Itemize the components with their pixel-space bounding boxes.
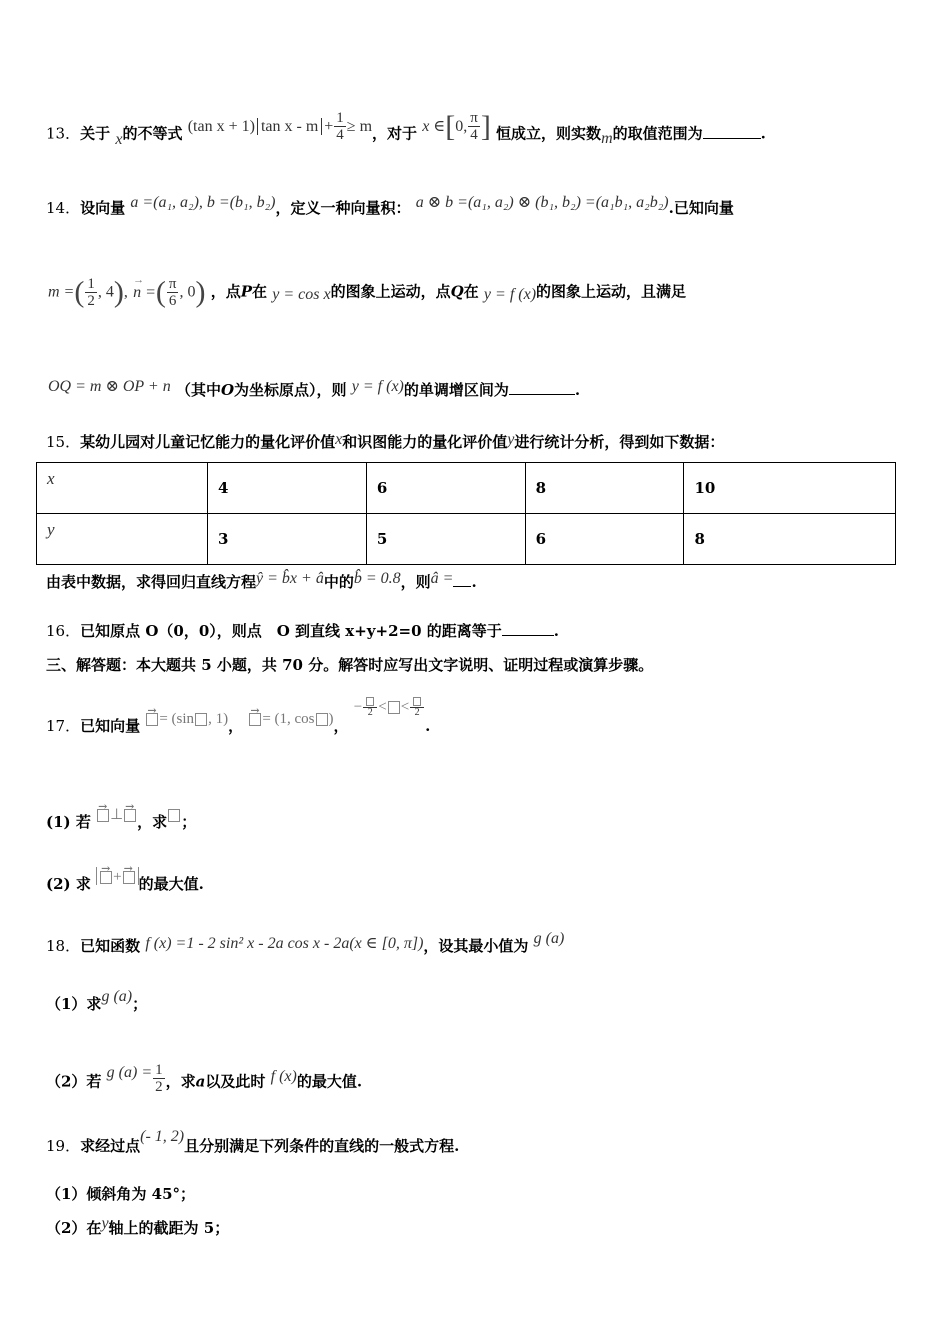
- table-cell: 4: [208, 463, 367, 514]
- question-13: 13．关于 x的不等式 (tan x + 1) tan x - m + $\frac{1}{4}$ ≥ m，对于 x ∈[0, $\frac{\pi}{4}$ ] 恒成立，则实数m的取值范围为 .: [46, 109, 766, 148]
- question-18: 18．已知函数 f (x) =1 - 2 sin² x - 2a cos x - 2a(x ∈ [0, π])，设其最小值为 g (a): [46, 930, 565, 955]
- question-19-part-2: （2）在y轴上的截距为 5；: [46, 1215, 230, 1237]
- answer-blank: [703, 124, 761, 139]
- fraction: $\frac{\pi}{6}$: [168, 276, 177, 309]
- question-17-part-1: (1) 若 → ⊥→ ，求 ；: [46, 812, 196, 833]
- table-cell: 8: [684, 514, 896, 565]
- table-row: [37, 514, 896, 565]
- table-cell: 8: [525, 463, 684, 514]
- section-header: 三、解答题：本大题共 5 小题，共 70 分。解答时应写出文字说明、证明过程或演算步骤。: [46, 656, 654, 674]
- data-table: [36, 462, 896, 565]
- fraction: $\frac{\pi}{4}$: [470, 110, 478, 143]
- table-cell: 3: [208, 514, 367, 565]
- question-14: 14．设向量 a =(a₁, a₂), b =(b₁, b₂)，定义一种向量积： a ⊗ b =(a₁, a₂) ⊗ (b₁, b₂) =(a₁b₁, a₂b₂).已知向量: [46, 194, 734, 217]
- vector-a: → = (sin , 1): [145, 709, 228, 727]
- inequality: (tan x + 1) tan x - m + $\frac{1}{4}$ ≥ m: [187, 110, 373, 143]
- answer-blank: [502, 621, 554, 636]
- table-cell: 5: [366, 514, 525, 565]
- function-definition: f (x) =1 - 2 sin² x - 2a cos x - 2a(x ∈ [0, π]): [145, 935, 424, 952]
- regression-equation: ŷ = b̂x + â: [256, 570, 324, 587]
- question-17: 17．已知向量 → = (sin , 1)， → = (1, cos )， − 2 < < 2 .: [46, 716, 430, 738]
- question-15-regression: 由表中数据，求得回归直线方程ŷ = b̂x + â中的b̂ = 0.8，则â = .: [46, 570, 477, 591]
- table-row: [37, 463, 896, 514]
- vector-b: → = (1, cos ): [248, 709, 333, 727]
- fraction: $\frac{1}{2}$: [87, 276, 95, 309]
- question-18-part-2: （2）若 g (a) = $\frac{1}{2}$ ，求a以及此时 f (x)的最大值.: [46, 1062, 363, 1095]
- vector-equation: OQ = m ⊗ OP + n: [48, 378, 171, 395]
- angle-range: − 2 < < 2: [354, 697, 425, 715]
- question-19-part-1: （1）倾斜角为 45°；: [46, 1185, 196, 1203]
- question-number: 13．: [46, 124, 81, 143]
- question-19: 19．求经过点(- 1, 2)且分别满足下列条件的直线的一般式方程.: [46, 1128, 460, 1155]
- question-14-condition: OQ = m ⊗ OP + n （其中O为坐标原点），则 y = f (x)的单调增区间为 .: [48, 378, 581, 399]
- question-18-part-1: （1）求g (a)；: [46, 988, 148, 1013]
- question-16: 16．已知原点 O（0，0），则点 O 到直线 x+y+2=0 的距离等于 .: [46, 622, 559, 640]
- fraction: $\frac{1}{2}$: [155, 1062, 163, 1095]
- table-cell: 6: [525, 514, 684, 565]
- vector-definition: a =(a₁, a₂), b =(b₁, b₂): [130, 194, 276, 211]
- answer-blank: [509, 380, 575, 395]
- product-definition: a ⊗ b =(a₁, a₂) ⊗ (b₁, b₂) =(a₁b₁, a₂b₂): [415, 194, 669, 211]
- question-15: 15．某幼儿园对儿童记忆能力的量化评价值x和识图能力的量化评价值y进行统计分析，得到如下数据：: [46, 431, 725, 451]
- table-cell: 6: [366, 463, 525, 514]
- table-header-x: x: [37, 463, 208, 514]
- domain-expression: x ∈[0, $\frac{\pi}{4}$ ]: [422, 109, 491, 143]
- answer-blank: [453, 572, 471, 587]
- fraction: $\frac{1}{4}$: [336, 110, 344, 143]
- question-17-part-2: (2) 求 → +→ 的最大值.: [46, 874, 204, 895]
- question-14-vectors: m =( $\frac{1}{2}$ , 4), → n =( $\frac{\pi}{6}$ , 0) ，点P在 y = cos x的图象上运动，点Q在 y = f (x)的图象上运动，且满足: [48, 276, 686, 309]
- table-header-y: y: [37, 514, 208, 565]
- table-cell: 10: [684, 463, 896, 514]
